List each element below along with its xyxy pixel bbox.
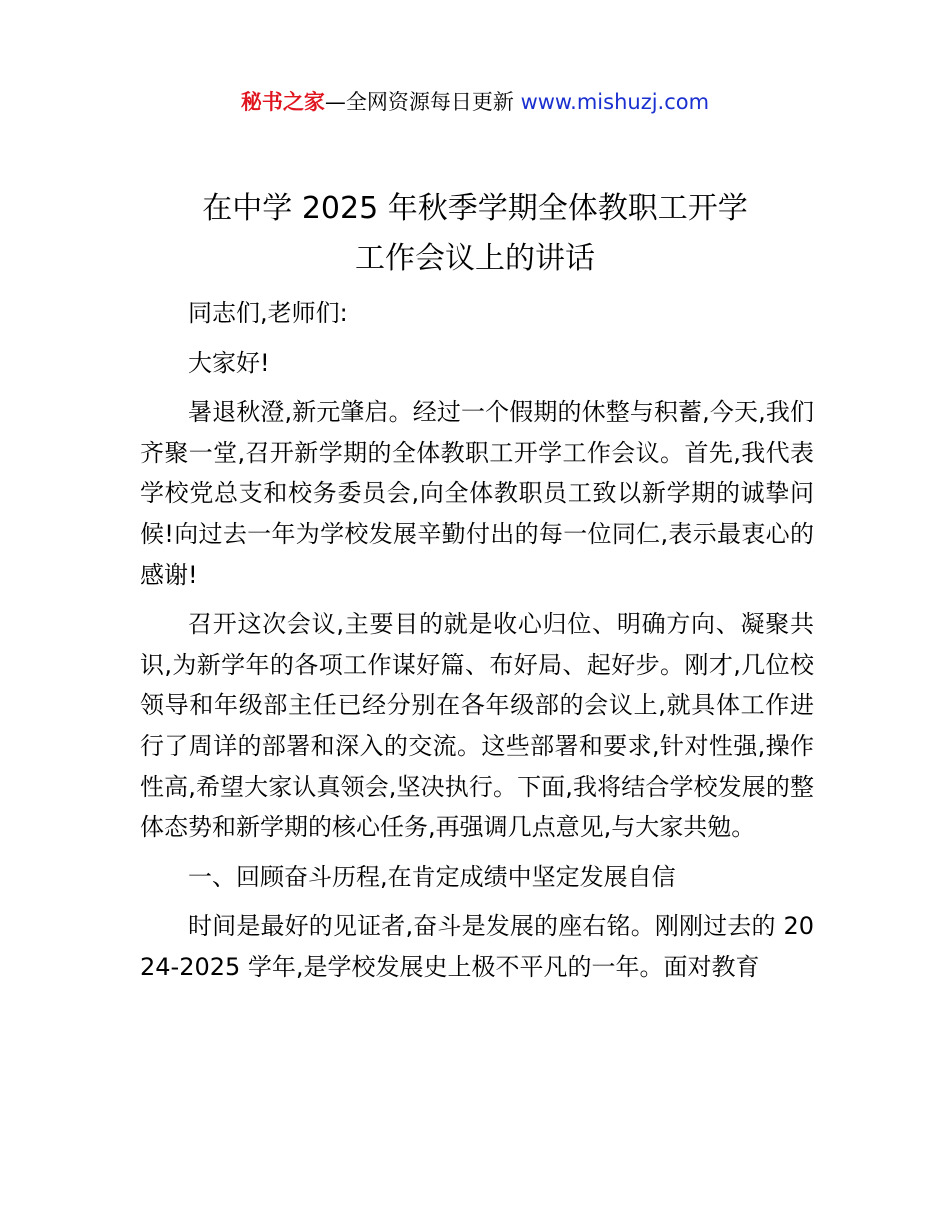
site-brand[interactable]: 秘书之家 bbox=[240, 90, 325, 114]
document-title bbox=[0, 184, 950, 284]
body-paragraph: 暑退秋澄,新元肇启。经过一个假期的休整与积蓄,今天,我们齐聚一堂,召开新学期的全体教职工开学工作会议。首先,我代表学校党总支和校务委员会,向全体教职员工致以新学期的诚挚问候!向过去一年为学校发展辛勤付出的每一位同仁,表示最衷心的感谢! bbox=[140, 398, 814, 589]
site-header bbox=[0, 86, 950, 118]
site-tagline: —全网资源每日更新 bbox=[324, 90, 521, 114]
body-paragraph: 时间是最好的见证者,奋斗是发展的座右铭。刚刚过去的 2024-2025 学年,是学校发展史上极不平凡的一年。面对教育 bbox=[140, 912, 814, 981]
site-url-link[interactable]: www.mishuzj.com bbox=[520, 90, 710, 114]
salutation: 同志们,老师们: bbox=[188, 299, 348, 327]
document-title-line-1: 在中学 2025 年秋季学期全体教职工开学 bbox=[202, 191, 748, 226]
body-paragraph: 召开这次会议,主要目的就是收心归位、明确方向、凝聚共识,为新学年的各项工作谋好篇、布好局、起好步。刚才,几位校领导和年级部主任已经分别在各年级部的会议上,就具体工作进行了周详的部署和深入的交流。这些部署和要求,针对性强,操作性高,希望大家认真领会,坚决执行。下面,我将结合学校发展的整体态势和新学期的核心任务,再强调几点意见,与大家共勉。 bbox=[140, 610, 814, 842]
document-body bbox=[140, 293, 814, 997]
greeting: 大家好! bbox=[188, 348, 270, 377]
section-heading: 一、回顾奋斗历程,在肯定成绩中坚定发展自信 bbox=[188, 862, 676, 891]
document-title-line-2: 工作会议上的讲话 bbox=[355, 241, 595, 276]
